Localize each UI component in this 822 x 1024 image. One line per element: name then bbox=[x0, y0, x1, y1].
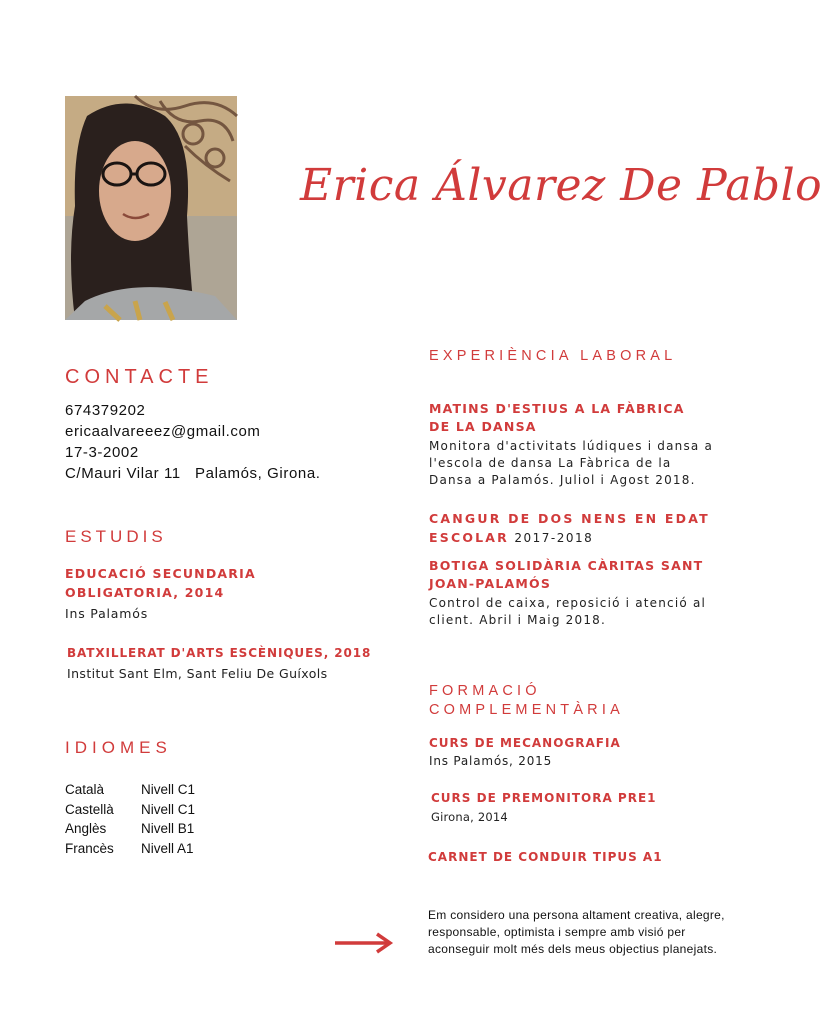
contact-details bbox=[65, 400, 385, 484]
training-detail-typing: Ins Palamós, 2015 bbox=[429, 754, 553, 768]
arrow-right-icon bbox=[335, 932, 395, 954]
training-title-line1: FORMACIÓ bbox=[429, 683, 541, 699]
experience-babysitter bbox=[429, 509, 719, 547]
training-section-title bbox=[429, 682, 624, 720]
training-detail-premonitor: Girona, 2014 bbox=[431, 810, 508, 824]
experience-section-title: EXPERIÈNCIA LABORAL bbox=[429, 348, 677, 364]
language-row bbox=[65, 780, 195, 800]
languages-list bbox=[65, 780, 195, 858]
studies-heading-baccalaureate: BATXILLERAT D'ARTS ESCÈNIQUES, 2018 bbox=[67, 646, 372, 660]
profile-photo bbox=[65, 96, 237, 320]
language-name: Francès bbox=[65, 840, 114, 856]
contact-section-title: CONTACTE bbox=[65, 366, 214, 388]
training-heading-typing: CURS DE MECANOGRAFIA bbox=[429, 736, 621, 750]
person-name: Erica Álvarez De Pablo bbox=[300, 160, 822, 211]
postal-address: C/Mauri Vilar 11 Palamós, Girona. bbox=[65, 465, 321, 482]
birth-date: 17-3-2002 bbox=[65, 444, 139, 461]
language-name: Castellà bbox=[65, 801, 114, 817]
language-row bbox=[65, 819, 195, 839]
experience-description-dance-summer: Monitora d'activitats lúdiques i dansa a l'escola de dansa La Fàbrica de la Dansa a Palamós. Juliol i Agost 2018. bbox=[429, 439, 714, 487]
studies-heading-secondary: EDUCACIÓ SECUNDARIA OBLIGATORIA, 2014 bbox=[65, 566, 256, 600]
language-name: Anglès bbox=[65, 821, 107, 836]
language-level: Nivell C1 bbox=[141, 801, 196, 817]
experience-heading-babysitter: CANGUR DE DOS NENS EN EDAT ESCOLAR bbox=[429, 511, 710, 545]
experience-heading-dance-summer: MATINS D'ESTIUS A LA FÀBRICA DE LA DANSA bbox=[429, 401, 685, 434]
languages-section-title: IDIOMES bbox=[65, 738, 172, 757]
experience-years-babysitter: 2017-2018 bbox=[509, 531, 594, 545]
language-row bbox=[65, 839, 195, 859]
language-level: Nivell B1 bbox=[141, 821, 195, 836]
training-heading-driving-license: CARNET DE CONDUIR TIPUS A1 bbox=[428, 850, 663, 864]
profile-statement: Em considero una persona altament creativa, alegre, responsable, optimista i sempre amb visió per aconseguir molt més dels meus objectius planejats. bbox=[428, 908, 725, 956]
email-address: ericaalvareeez@gmail.com bbox=[65, 423, 261, 440]
experience-description-charity-shop: Control de caixa, reposició i atenció al client. Abril i Maig 2018. bbox=[429, 596, 707, 627]
studies-place-secondary: Ins Palamós bbox=[65, 606, 149, 621]
language-row bbox=[65, 800, 195, 820]
studies-place-baccalaureate: Institut Sant Elm, Sant Feliu De Guíxols bbox=[67, 666, 328, 681]
language-level: Nivell A1 bbox=[141, 840, 194, 856]
experience-heading-charity-shop: BOTIGA SOLIDÀRIA CÀRITAS SANT JOAN-PALAMÓS bbox=[429, 558, 704, 591]
language-name: Català bbox=[65, 782, 105, 797]
training-title-line2: COMPLEMENTÀRIA bbox=[429, 702, 624, 718]
language-level: Nivell C1 bbox=[141, 782, 196, 797]
studies-section-title: ESTUDIS bbox=[65, 527, 167, 546]
training-heading-premonitor: CURS DE PREMONITORA PRE1 bbox=[431, 791, 657, 805]
phone-number: 674379202 bbox=[65, 402, 146, 419]
